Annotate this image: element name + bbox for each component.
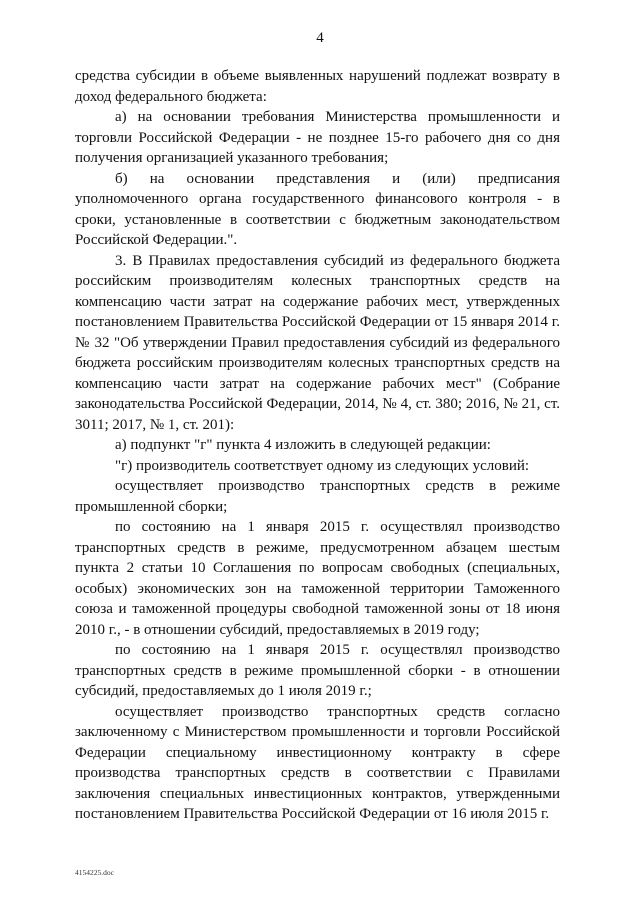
paragraph-section-3: 3. В Правилах предоставления субсидий из федерального бюджета российским производителям колесных транспортных средств на компенсацию части затрат на содержание рабочих мест, утвержденных постановлением Правительства Российской Федерации от 15 января 2014 г. № 32 "Об утверждении Правил предоставления субсидий из федерального бюджета российским производителям колесных транспортных средств на компенсацию части затрат на содержание рабочих мест" (Собрание законодательства Российской Федерации, 2014, № 4, ст. 380; 2016, № 21, ст. 3011; 2017, № 1, ст. 201): [75,252,560,433]
paragraph-condition-3: по состоянию на 1 января 2015 г. осуществлял производство транспортных средств в режиме промышленной сборки - в отношении субсидий, предоставляемых до 1 июля 2019 г.; [75,642,560,699]
paragraph-subitem-a: а) подпункт "г" пункта 4 изложить в следующей редакции: [115,437,491,453]
paragraph-continuation: средства субсидии в объеме выявленных нарушений подлежат возврату в доход федерального бюджета: [75,68,560,105]
footer-filename: 4154225.doc [75,868,114,877]
paragraph-condition-4: осуществляет производство транспортных средств согласно заключенному с Министерством промышленности и торговли Российской Федерации специальному инвестиционному контракту в сфере производства транспортных средств в соответствии с Правилами заключения специальных инвестиционных контрактов, утвержденными постановлением Правительства Российской Федерации от 16 июля 2015 г. [75,703,560,822]
paragraph-clause-g: "г) производитель соответствует одному из следующих условий: [115,457,530,474]
page-number: 4 [316,30,324,46]
paragraph-condition-2: по состоянию на 1 января 2015 г. осуществлял производство транспортных средств в режиме, предусмотренном абзацем шестым пункта 2 статьи 10 Соглашения по вопросам свободных (специальных, особых) экономических зон на таможенной территории Таможенного союза и таможенной процедуры свободной таможенной зоны от 18 июня 2010 г., - в отношении субсидий, предоставляемых в 2019 году; [75,519,560,638]
paragraph-condition-1: осуществляет производство транспортных средств в режиме промышленной сборки; [75,478,560,515]
paragraph-item-b: б) на основании представления и (или) предписания уполномоченного органа государственного финансового контроля - в сроки, установленные в соответствии с бюджетным законодательством Российской Федерации.". [75,170,560,248]
document-body [75,66,560,825]
paragraph-item-a: а) на основании требования Министерства промышленности и торговли Российской Федерации - не позднее 15-го рабочего дня со дня получения организацией указанного требования; [75,109,560,166]
